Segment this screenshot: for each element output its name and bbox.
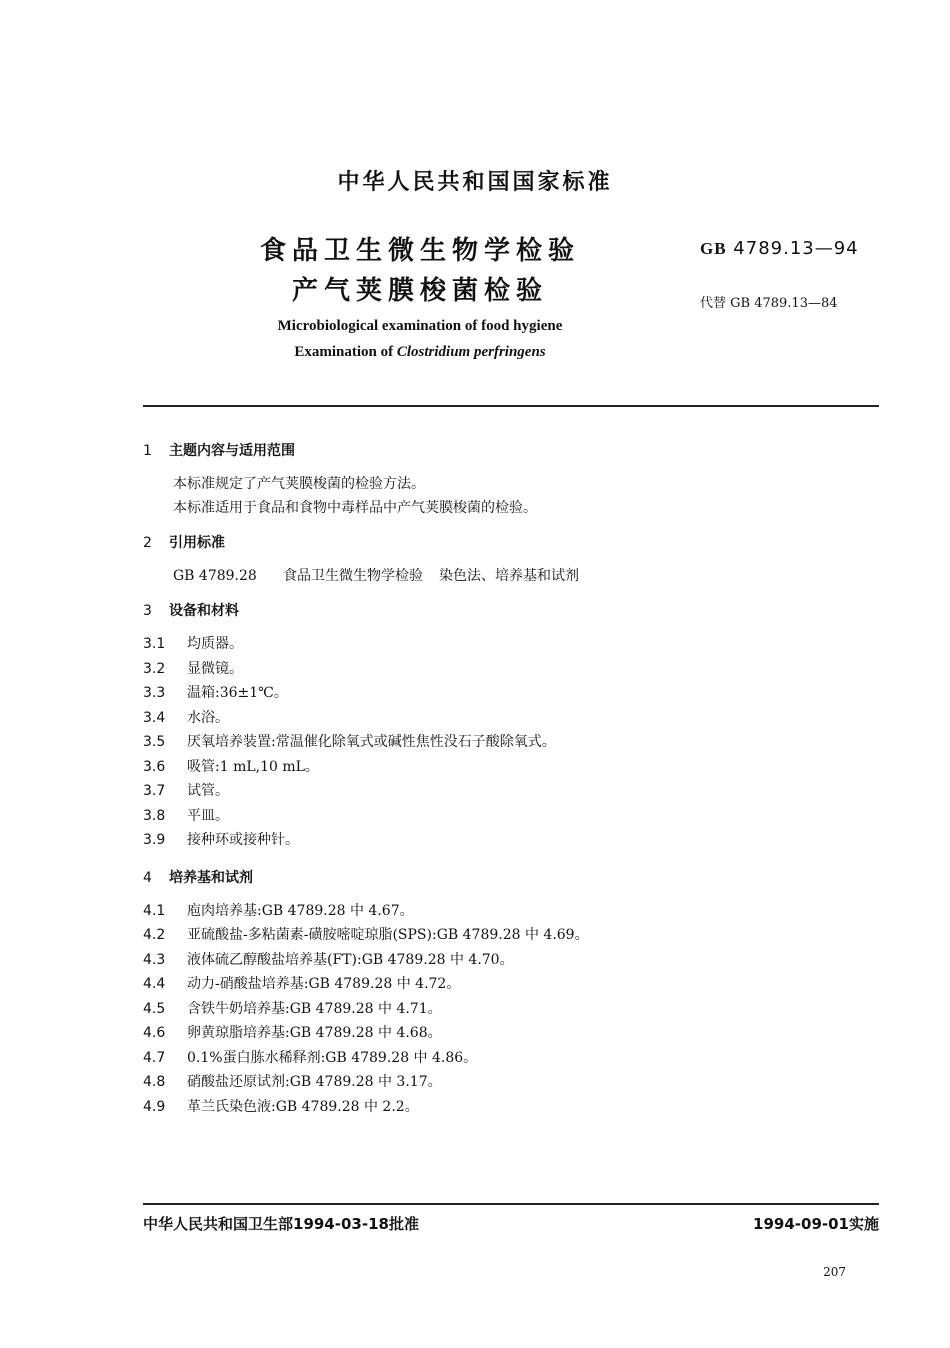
item-number: 3.3 [143,685,166,701]
list-item [143,804,879,829]
footer-divider [143,1203,879,1205]
english-title: Microbiological examination of food hygiene [277,318,563,334]
item-number: 3.9 [143,832,166,848]
list-item [143,1021,879,1046]
list-item [143,923,879,948]
item-number: 4.2 [143,927,166,943]
list-item [143,1070,879,1095]
item-text: 吸管:1 mL,10 mL。 [187,758,319,775]
list-item [143,972,879,997]
item-number: 4.6 [143,1025,166,1041]
item-text: 厌氧培养装置:常温催化除氧式或碱性焦性没石子酸除氧式。 [187,734,556,750]
section-heading [143,867,879,889]
section-2 [143,532,879,588]
section-title: 引用标准 [169,535,225,551]
item-text: 卵黄琼脂培养基:GB 4789.28 中 4.68。 [187,1025,442,1041]
english-subtitle-prefix: Examination of [294,344,394,360]
item-number: 4.1 [143,902,166,919]
english-subtitle [0,344,840,361]
item-number: 4.3 [143,951,166,968]
item-text: 亚硫酸盐-多粘菌素-磺胺嘧啶琼脂(SPS):GB 4789.28 中 4.69。 [187,927,589,943]
list-item [143,1046,879,1071]
item-text: 均质器。 [187,636,243,652]
list-item [143,828,879,853]
section-title: 主题内容与适用范围 [169,443,295,459]
section-heading [143,532,879,554]
item-number: 4.5 [143,1000,166,1017]
item-text: 庖肉培养基:GB 4789.28 中 4.67。 [187,902,414,919]
item-number: 4.9 [143,1098,166,1115]
item-number: 3.6 [143,758,166,775]
item-text: 水浴。 [187,709,229,726]
document-body [143,440,879,1119]
item-number: 3.2 [143,660,166,677]
item-text: 硝酸盐还原试剂:GB 4789.28 中 3.17。 [187,1074,442,1090]
section-number: 3 [143,603,152,619]
approval-line: 中华人民共和国卫生部1994-03-18批准 [143,1215,419,1233]
list-item [143,755,879,780]
section-4 [143,867,879,1120]
paragraph: 本标准适用于食品和食物中毒样品中产气荚膜梭菌的检验。 [173,500,537,516]
national-standard-title: 中华人民共和国国家标准 [337,170,613,195]
item-text: 含铁牛奶培养基:GB 4789.28 中 4.71。 [187,1000,442,1017]
item-text: 液体硫乙醇酸盐培养基(FT):GB 4789.28 中 4.70。 [187,951,514,968]
list-item [143,632,879,657]
reference-subtitle: 染色法、培养基和试剂 [439,568,579,584]
page-number: 207 [823,1265,846,1279]
item-number: 4.8 [143,1074,166,1090]
section-title: 培养基和试剂 [169,869,253,886]
list-item [143,948,879,973]
english-subtitle-organism: Clostridium perfringens [396,344,546,360]
list-item [143,730,879,755]
paragraph: 本标准规定了产气荚膜梭菌的检验方法。 [173,476,425,492]
document-title: 食品卫生微生物学检验 [259,236,580,266]
reference-code: GB 4789.28 [173,568,257,584]
referenced-standard [143,564,879,588]
item-text: 0.1%蛋白胨水稀释剂:GB 4789.28 中 4.86。 [187,1049,478,1066]
item-number: 3.7 [143,783,166,799]
document-subtitle: 产气荚膜梭菌检验 [291,276,548,306]
header-divider [143,405,879,407]
replaces-standard: 代替 GB 4789.13—84 [700,296,838,311]
item-text: 温箱:36±1℃。 [187,685,288,701]
standard-number [700,238,859,259]
item-text: 接种环或接种针。 [187,832,299,848]
item-number: 3.5 [143,734,166,750]
item-text: 试管。 [187,783,229,799]
list-item [143,706,879,731]
section-heading [143,440,879,462]
list-item [143,899,879,924]
section-number: 1 [143,443,152,459]
list-item [143,681,879,706]
reference-title: 食品卫生微生物学检验 [283,568,423,584]
section-number: 4 [143,869,152,886]
gb-prefix: GB [700,239,727,258]
effective-date: 1994-09-01实施 [753,1215,879,1233]
section-1 [143,440,879,520]
item-number: 4.7 [143,1049,166,1066]
section-heading [143,600,879,622]
list-item [143,997,879,1022]
gb-number: 4789.13—94 [733,238,859,259]
item-text: 平皿。 [187,807,229,824]
item-number: 3.1 [143,636,166,652]
section-number: 2 [143,535,152,551]
item-number: 3.8 [143,807,166,824]
list-item [143,1095,879,1120]
item-text: 动力-硝酸盐培养基:GB 4789.28 中 4.72。 [187,976,461,992]
list-item [143,779,879,804]
item-number: 3.4 [143,709,166,726]
section-3 [143,600,879,853]
list-item [143,657,879,682]
section-title: 设备和材料 [169,603,239,619]
item-number: 4.4 [143,976,166,992]
item-text: 革兰氏染色液:GB 4789.28 中 2.2。 [187,1098,419,1115]
item-text: 显微镜。 [187,660,243,677]
